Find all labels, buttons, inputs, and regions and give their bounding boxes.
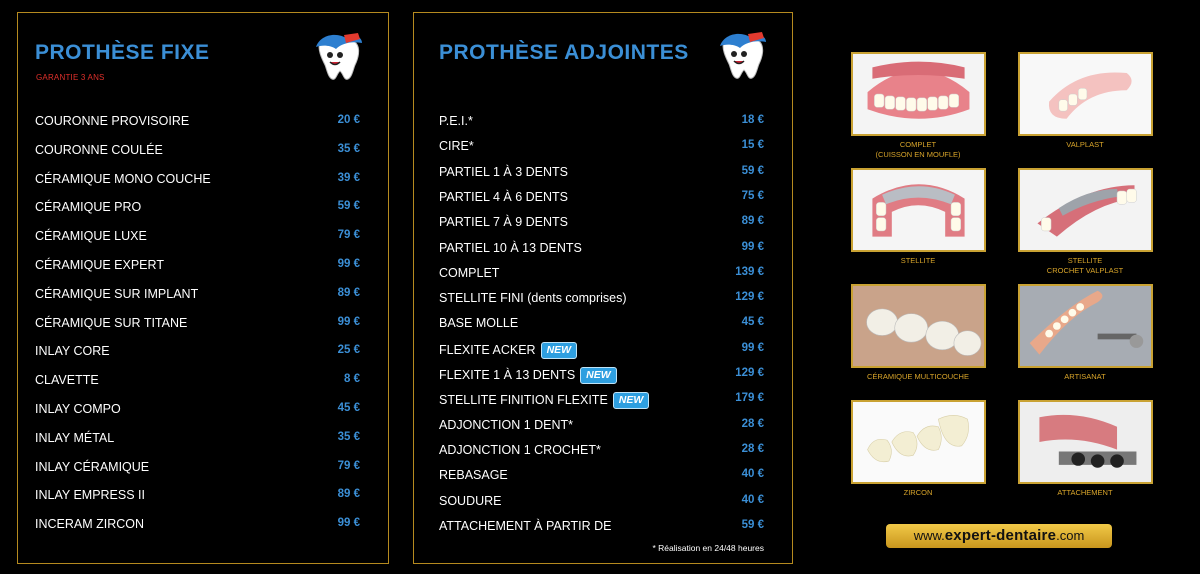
item-label (439, 291, 627, 305)
caption-line: VALPLAST (1066, 140, 1104, 149)
item-price: 99 € (337, 258, 360, 270)
item-price: 139 € (735, 265, 764, 278)
panel-title: PROTHÈSE FIXE (35, 41, 210, 64)
item-price: 59 € (337, 200, 360, 213)
item-price: 89 € (337, 286, 360, 299)
item-price: 20 € (337, 114, 360, 126)
price-row (414, 392, 792, 412)
price-row (414, 139, 792, 159)
zircon-photo (851, 400, 986, 484)
item-price: 45 € (741, 316, 764, 329)
ceramic-photo (851, 284, 986, 368)
item-label (439, 519, 611, 533)
new-badge: NEW (541, 342, 578, 359)
item-label-text: PARTIEL 7 À 9 DENTS (439, 215, 568, 230)
price-row (414, 316, 792, 336)
item-price: 35 € (337, 142, 360, 155)
website-name: expert-dentaire (944, 527, 1057, 544)
price-row (18, 460, 388, 480)
item-label-text: PARTIEL 1 À 3 DENTS (439, 164, 568, 179)
tooth-mascot-icon (308, 29, 364, 83)
item-label: COURONNE COULÉE (35, 142, 163, 157)
caption-line: COMPLET (899, 140, 937, 149)
item-label: INCERAM ZIRCON (35, 517, 145, 532)
price-row (414, 443, 792, 463)
item-label (439, 139, 474, 153)
item-label-text: P.E.I.* (439, 114, 473, 128)
item-label-text: ATTACHEMENT À PARTIR DE (439, 518, 612, 533)
item-label: COURONNE PROVISOIRE (35, 114, 190, 128)
item-label: CÉRAMIQUE SUR TITANE (35, 315, 188, 330)
price-row (18, 229, 388, 249)
item-price: 15 € (741, 139, 764, 152)
item-label: CÉRAMIQUE PRO (35, 200, 142, 215)
stellite-photo (851, 168, 986, 252)
item-price: 99 € (337, 517, 360, 530)
prothese-fixe-panel (17, 12, 389, 564)
price-row (414, 215, 792, 235)
price-row (414, 190, 792, 210)
caption-line: ARTISANAT (1064, 372, 1106, 381)
item-price: 59 € (741, 164, 764, 177)
price-row (414, 165, 792, 185)
item-price: 129 € (735, 291, 764, 304)
prothese-adjointes-panel (413, 12, 793, 564)
photo-caption (1015, 372, 1155, 382)
price-row (414, 418, 792, 438)
caption-line: ZIRCON (903, 488, 933, 497)
item-label (439, 443, 601, 457)
item-label (439, 418, 573, 432)
price-row (18, 431, 388, 451)
item-price: 59 € (741, 518, 764, 531)
item-label: CÉRAMIQUE LUXE (35, 229, 147, 244)
caption-line: (CUISSON EN MOUFLE) (875, 150, 961, 159)
item-label (439, 165, 568, 179)
price-row (414, 519, 792, 539)
item-label-text: FLEXITE 1 À 13 DENTS (439, 368, 576, 382)
price-row (18, 200, 388, 220)
item-price: 179 € (735, 392, 764, 405)
new-badge: NEW (580, 367, 617, 384)
photo-caption (1015, 140, 1155, 150)
price-row (414, 342, 792, 362)
item-label: CÉRAMIQUE SUR IMPLANT (35, 286, 199, 301)
caption-line: ATTACHEMENT (1057, 488, 1113, 497)
item-price: 45 € (337, 402, 360, 414)
item-label: INLAY MÉTAL (35, 430, 115, 445)
item-label: INLAY CÉRAMIQUE (35, 459, 150, 474)
price-row (18, 488, 388, 508)
tooth-mascot-icon (712, 27, 768, 83)
item-label: INLAY CORE (35, 344, 110, 359)
price-row (414, 494, 792, 514)
price-row (18, 287, 388, 307)
price-row (18, 172, 388, 192)
price-row (18, 373, 388, 393)
item-price: 79 € (337, 459, 360, 472)
artisan-photo (1018, 284, 1153, 368)
item-price: 25 € (337, 344, 360, 357)
item-label (439, 316, 518, 330)
panel-title: PROTHÈSE ADJOINTES (439, 41, 689, 64)
item-label-text: PARTIEL 4 À 6 DENTS (439, 189, 568, 204)
item-label (439, 266, 499, 280)
price-row (18, 258, 388, 278)
item-label (439, 367, 617, 384)
item-price: 35 € (337, 430, 360, 443)
photo-caption (1015, 488, 1155, 498)
item-label-text: STELLITE FINITION FLEXITE (439, 393, 608, 408)
item-price: 28 € (741, 442, 764, 455)
item-label-text: REBASAGE (439, 468, 508, 483)
item-price: 75 € (741, 189, 764, 202)
item-label (439, 392, 649, 409)
item-label-text: FLEXITE ACKER (439, 342, 536, 357)
photo-caption (848, 372, 988, 382)
price-row (18, 143, 388, 163)
price-row (18, 114, 388, 134)
item-label (439, 114, 473, 128)
photo-caption (848, 256, 988, 266)
new-badge: NEW (613, 392, 650, 409)
item-label-text: ADJONCTION 1 DENT* (439, 417, 574, 432)
item-price: 40 € (741, 468, 764, 481)
price-row (18, 344, 388, 364)
item-label (439, 241, 582, 255)
valplast-photo (1018, 52, 1153, 136)
attachment-photo (1018, 400, 1153, 484)
item-price: 89 € (741, 215, 764, 228)
photo-caption (848, 140, 988, 160)
item-label (439, 468, 508, 482)
stellite-valplast-photo (1018, 168, 1153, 252)
item-label (439, 215, 568, 229)
website-suffix: .com (1056, 528, 1085, 543)
price-row (414, 468, 792, 488)
item-price: 8 € (344, 373, 360, 386)
item-label-text: BASE MOLLE (439, 316, 519, 331)
item-label-text: PARTIEL 10 À 13 DENTS (439, 240, 582, 255)
price-row (18, 402, 388, 422)
photo-caption (1015, 256, 1155, 276)
website-banner[interactable] (886, 524, 1112, 548)
footnote: * Réalisation en 24/48 heures (652, 543, 764, 553)
caption-line: CÉRAMIQUE MULTICOUCHE (867, 372, 969, 381)
item-label: INLAY EMPRESS II (35, 488, 145, 503)
item-label (439, 190, 568, 204)
item-price: 79 € (337, 229, 360, 242)
item-price: 18 € (741, 114, 764, 126)
price-row (414, 367, 792, 387)
website-prefix: www. (913, 528, 945, 543)
price-row (414, 266, 792, 286)
item-price: 28 € (741, 417, 764, 430)
price-row (18, 517, 388, 537)
item-label: CÉRAMIQUE MONO COUCHE (35, 171, 211, 186)
full-denture-photo (851, 52, 986, 136)
item-label: INLAY COMPO (35, 402, 121, 416)
price-row (414, 241, 792, 261)
item-label (439, 342, 577, 359)
item-price: 99 € (337, 315, 360, 328)
item-label: CLAVETTE (35, 373, 99, 388)
item-price: 99 € (741, 341, 764, 354)
item-price: 40 € (741, 493, 764, 506)
item-label: CÉRAMIQUE EXPERT (35, 258, 164, 272)
price-row (414, 291, 792, 311)
item-price: 99 € (741, 240, 764, 253)
caption-line: STELLITE (1067, 256, 1103, 265)
item-price: 39 € (337, 171, 360, 184)
caption-line: CROCHET VALPLAST (1046, 266, 1124, 275)
item-label (439, 494, 502, 508)
caption-line: STELLITE (900, 256, 936, 265)
price-row (414, 114, 792, 134)
item-label-text: STELLITE FINI (dents comprises) (439, 291, 627, 306)
item-label-text: SOUDURE (439, 493, 502, 508)
warranty-note: GARANTIE 3 ANS (36, 73, 105, 82)
item-price: 129 € (735, 367, 764, 379)
item-price: 89 € (337, 488, 360, 501)
price-row (18, 316, 388, 336)
item-label-text: CIRE* (439, 139, 474, 154)
item-label-text: ADJONCTION 1 CROCHET* (439, 442, 601, 457)
photo-caption (848, 488, 988, 498)
item-label-text: COMPLET (439, 265, 500, 280)
